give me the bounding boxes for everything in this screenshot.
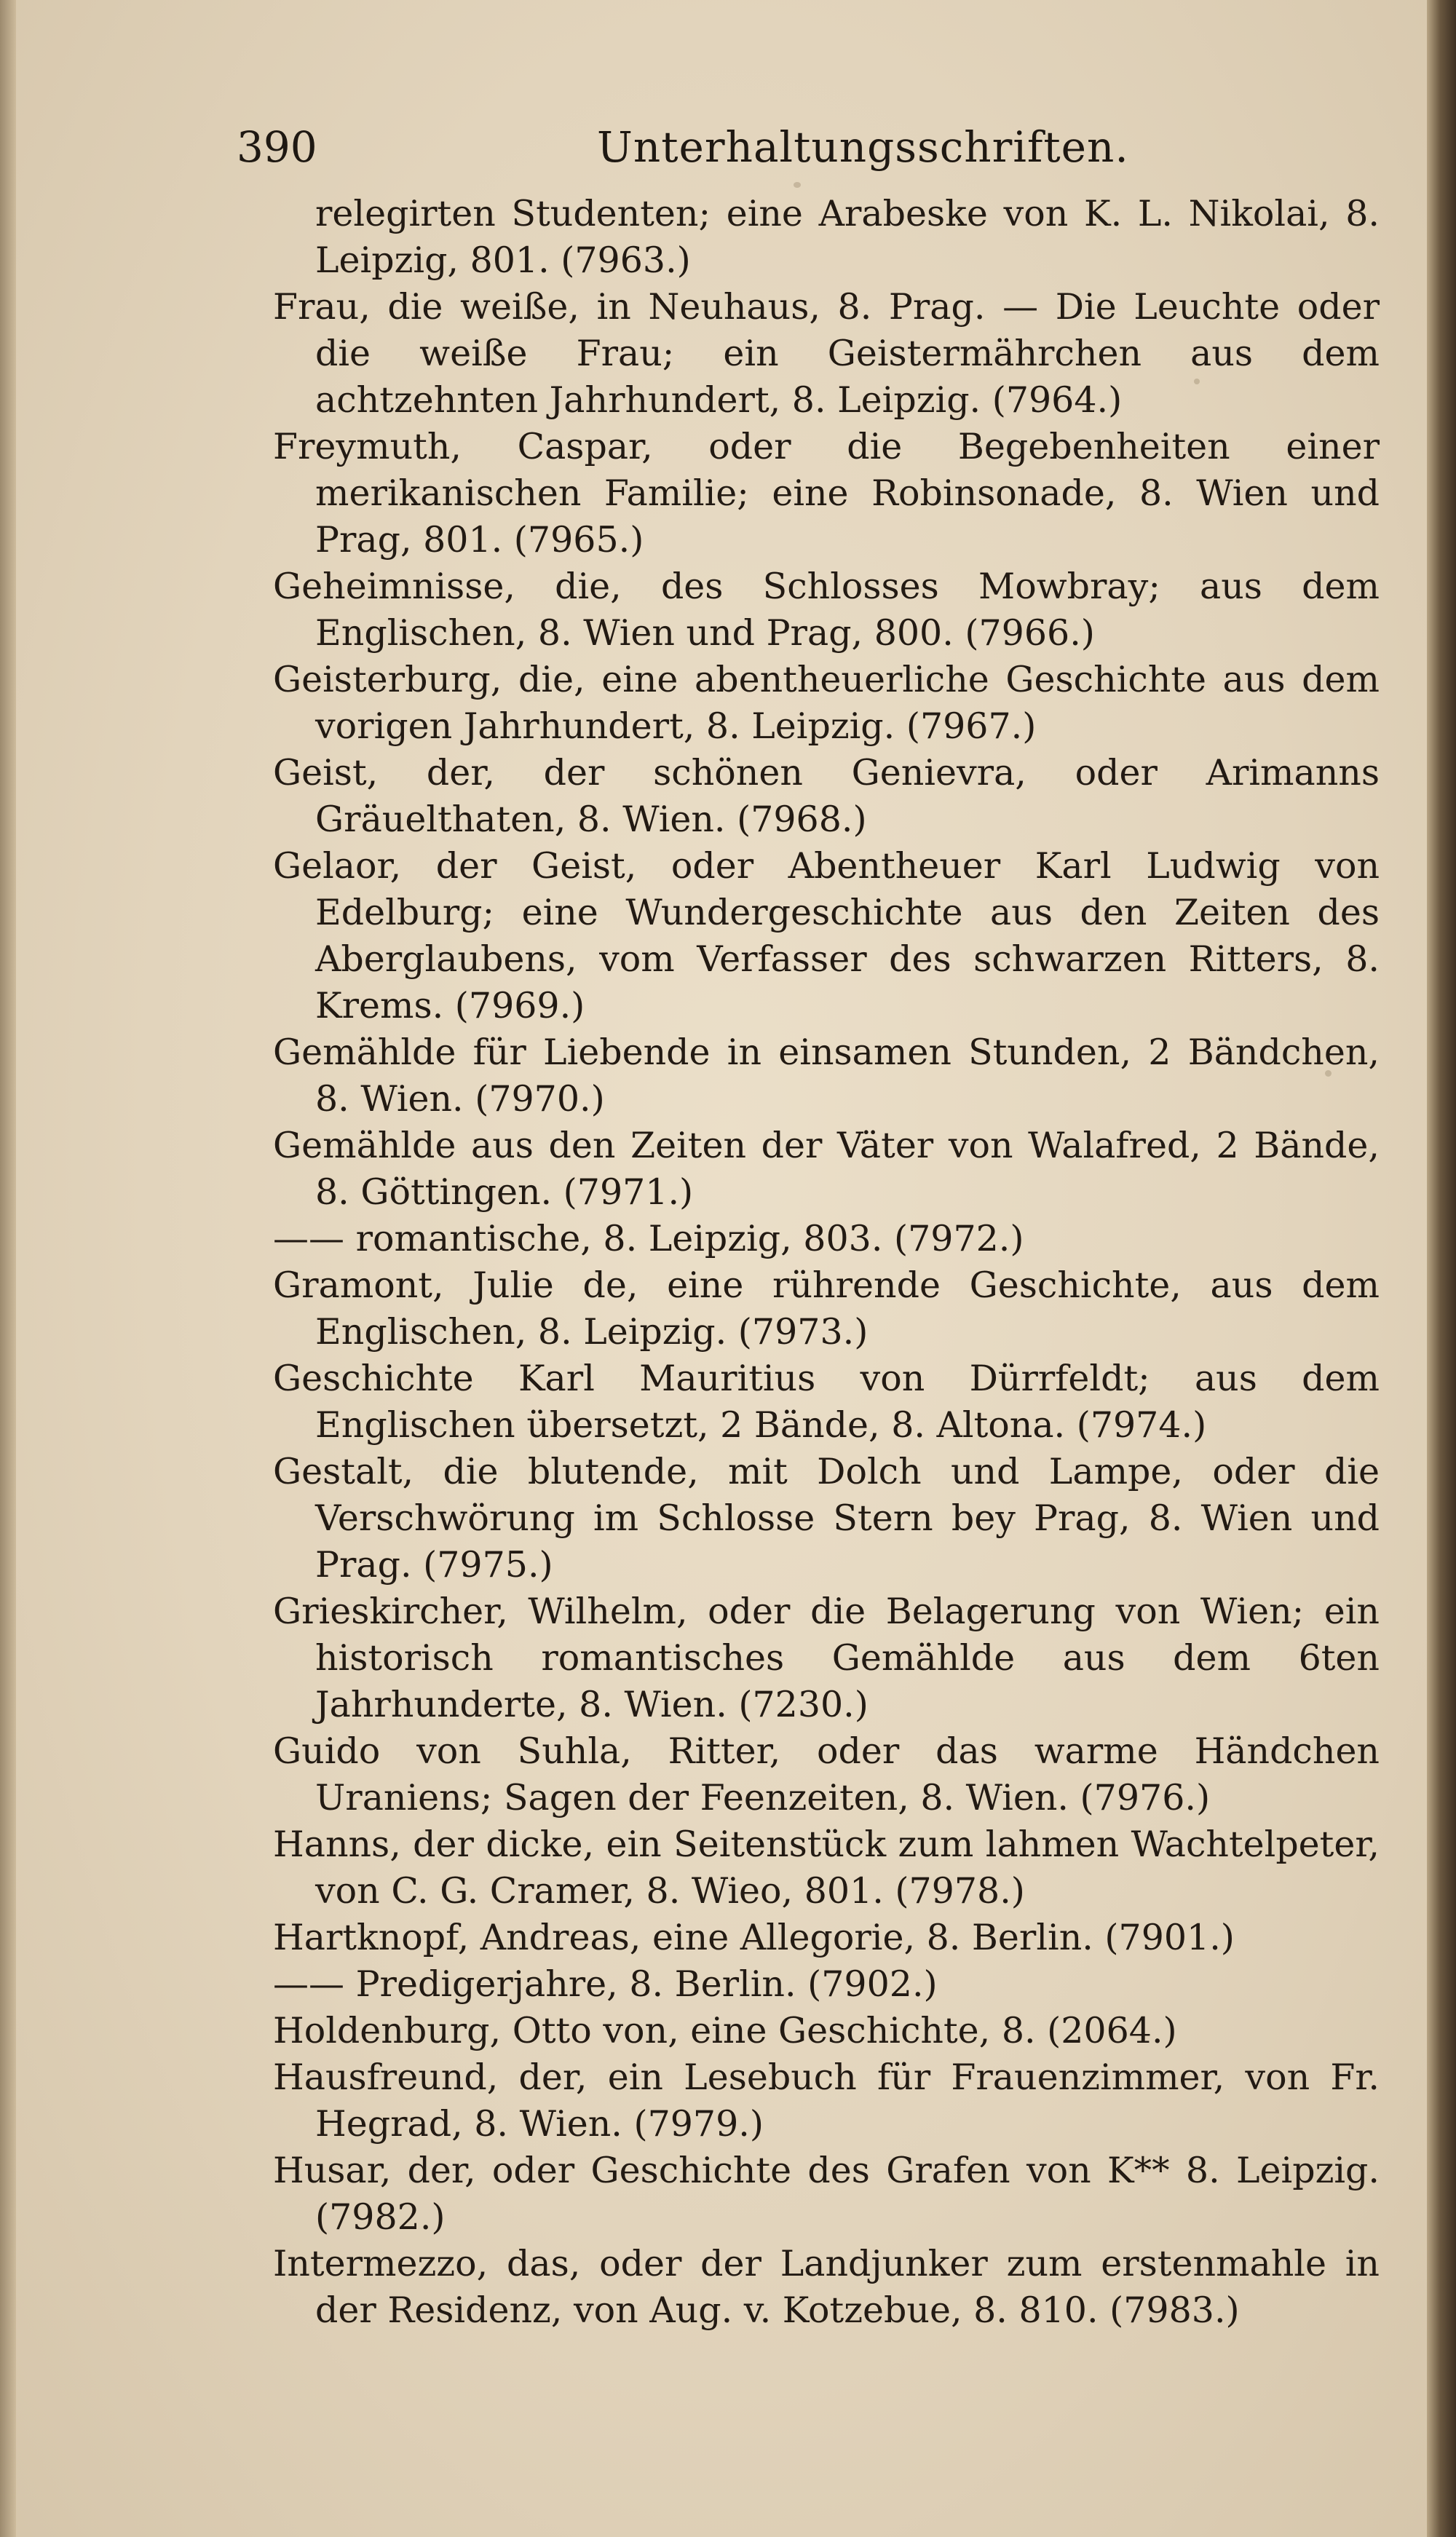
catalog-entry: Gelaor, der Geist, oder Abentheuer Karl Ludwig von Edelburg; eine Wundergeschichte aus den Zeiten des Aberglaubens, vom Verfasser des schwarzen Ritters, 8. Krems. (7969.) (273, 845, 1380, 1026)
catalog-entry: relegirten Studenten; eine Arabeske von K. L. Nikolai, 8. Leipzig, 801. (7963.) (315, 193, 1380, 281)
page-number: 390 (237, 122, 317, 172)
catalog-entry: Husar, der, oder Geschichte des Grafen von K** 8. Leipzig. (7982.) (273, 2150, 1380, 2238)
catalog-entry: —— Predigerjahre, 8. Berlin. (7902.) (273, 1963, 938, 2005)
catalog-entry: Freymuth, Caspar, oder die Begebenheiten einer merikanischen Familie; eine Robinsonade, 8. Wien und Prag, 801. (7965.) (273, 426, 1380, 561)
page-gutter-shadow (0, 0, 16, 2537)
catalog-entry: Geisterburg, die, eine abentheuerliche Geschichte aus dem vorigen Jahrhundert, 8. Leipzig. (7967.) (273, 659, 1380, 747)
catalog-entry: Hausfreund, der, ein Lesebuch für Frauenzimmer, von Fr. Hegrad, 8. Wien. (7979.) (273, 2057, 1380, 2145)
catalog-entry: Gestalt, die blutende, mit Dolch und Lampe, oder die Verschwörung im Schlosse Stern bey Prag, 8. Wien und Prag. (7975.) (273, 1451, 1380, 1586)
catalog-entry: Holdenburg, Otto von, eine Geschichte, 8. (2064.) (273, 2010, 1177, 2051)
catalog-entry: Geschichte Karl Mauritius von Dürrfeldt; aus dem Englischen übersetzt, 2 Bände, 8. Altona. (7974.) (273, 1358, 1380, 1446)
catalog-entries (273, 191, 1380, 2334)
catalog-entry: Hartknopf, Andreas, eine Allegorie, 8. Berlin. (7901.) (273, 1917, 1235, 1958)
catalog-entry: Geist, der, der schönen Genievra, oder Arimanns Gräuelthaten, 8. Wien. (7968.) (273, 752, 1380, 840)
catalog-entry: Frau, die weiße, in Neuhaus, 8. Prag. — Die Leuchte oder die weiße Frau; ein Geistermährchen aus dem achtzehnten Jahrhundert, 8. Leipzig. (7964.) (273, 286, 1380, 421)
catalog-entry: Gemählde aus den Zeiten der Väter von Walafred, 2 Bände, 8. Göttingen. (7971.) (273, 1125, 1380, 1213)
catalog-entry: Geheimnisse, die, des Schlosses Mowbray; aus dem Englischen, 8. Wien und Prag, 800. (7966.) (273, 566, 1380, 654)
catalog-entry: Intermezzo, das, oder der Landjunker zum erstenmahle in der Residenz, von Aug. v. Kotzebue, 8. 810. (7983.) (273, 2243, 1380, 2331)
catalog-entry: Guido von Suhla, Ritter, oder das warme Händchen Uraniens; Sagen der Feenzeiten, 8. Wien. (7976.) (273, 1730, 1380, 1818)
catalog-entry: Grieskircher, Wilhelm, oder die Belagerung von Wien; ein historisch romantisches Gemählde aus dem 6ten Jahrhunderte, 8. Wien. (7230.) (273, 1591, 1380, 1725)
catalog-entry: Hanns, der dicke, ein Seitenstück zum lahmen Wachtelpeter, von C. G. Cramer, 8. Wieo, 801. (7978.) (273, 1824, 1380, 1912)
running-title: Unterhaltungsschriften. (597, 122, 1129, 172)
catalog-entry: Gemählde für Liebende in einsamen Stunden, 2 Bändchen, 8. Wien. (7970.) (273, 1032, 1380, 1120)
page-edge-shadow (1427, 0, 1456, 2537)
catalog-entry: —— romantische, 8. Leipzig, 803. (7972.) (273, 1218, 1024, 1259)
catalog-entry: Gramont, Julie de, eine rührende Geschichte, aus dem Englischen, 8. Leipzig. (7973.) (273, 1264, 1380, 1353)
